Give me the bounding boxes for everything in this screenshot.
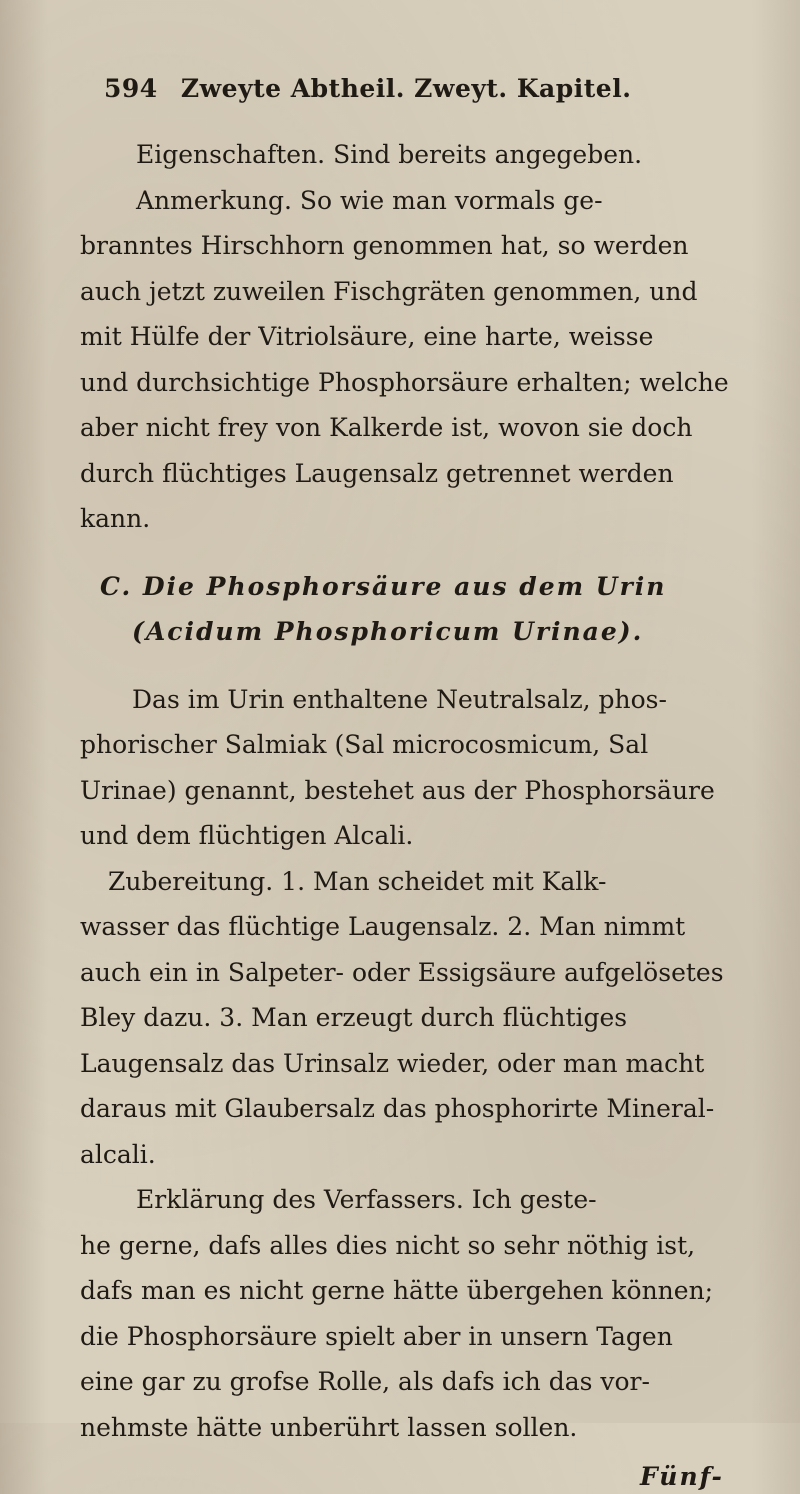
text-line: alcali.	[80, 1139, 156, 1169]
text-line: wasser das flüchtige Laugensalz. 2. Man nimmt	[80, 912, 686, 941]
text-line: Urinae) genannt, bestehet aus der Phosphorsäure	[80, 775, 715, 805]
text-line: Erklärung des Verfassers. Ich geste-	[136, 1185, 597, 1214]
text-line: auch ein in Salpeter- oder Essigsäure aufgelösetes	[80, 957, 724, 987]
text-line: branntes Hirschhorn genommen hat, so werden	[80, 231, 689, 260]
text-line: auch jetzt zuweilen Fischgräten genommen, und	[80, 276, 698, 306]
text-line: nehmste hätte unberührt lassen sollen.	[80, 1412, 578, 1442]
catchword: Fünf-	[640, 1462, 724, 1491]
text-line: Eigenschaften. Sind bereits angegeben.	[136, 140, 643, 169]
text-line: kann.	[80, 504, 151, 533]
running-title: Zweyte Abtheil. Zweyt. Kapitel.	[180, 74, 632, 103]
text-line: und durchsichtige Phosphorsäure erhalten; welche	[80, 367, 729, 397]
text-line: dafs man es nicht gerne hätte übergehen können;	[80, 1276, 714, 1305]
text-line: Laugensalz das Urinsalz wieder, oder man macht	[80, 1048, 705, 1078]
text-line: und dem flüchtigen Alcali.	[80, 821, 414, 850]
text-line: die Phosphorsäure spielt aber in unsern Tagen	[80, 1321, 673, 1351]
text-line: Bley dazu. 3. Man erzeugt durch flüchtiges	[80, 1003, 628, 1032]
running-header	[104, 72, 784, 106]
text-line: Anmerkung. So wie man vormals ge-	[136, 185, 603, 215]
text-line: mit Hülfe der Vitriolsäure, eine harte, weisse	[80, 322, 654, 351]
text-line: eine gar zu grofse Rolle, als dafs ich das vor-	[80, 1367, 650, 1396]
page-number: 594	[104, 74, 158, 103]
text-line: aber nicht frey von Kalkerde ist, wovon sie doch	[80, 413, 693, 442]
text-line: daraus mit Glaubersalz das phosphorirte Mineral-	[80, 1094, 715, 1123]
text-line: Zubereitung. 1. Man scheidet mit Kalk-	[108, 866, 607, 896]
text-line: phorischer Salmiak (Sal microcosmicum, Sal	[80, 730, 649, 759]
text-line: Das im Urin enthaltene Neutralsalz, phos-	[132, 684, 667, 714]
section-heading: C. Die Phosphorsäure aus dem Urin	[100, 571, 667, 601]
text-line: durch flüchtiges Laugensalz getrennet werden	[80, 458, 674, 488]
text-line: he gerne, dafs alles dies nicht so sehr nöthig ist,	[80, 1230, 696, 1260]
section-subheading: (Acidum Phosphoricum Urinae).	[132, 617, 644, 646]
